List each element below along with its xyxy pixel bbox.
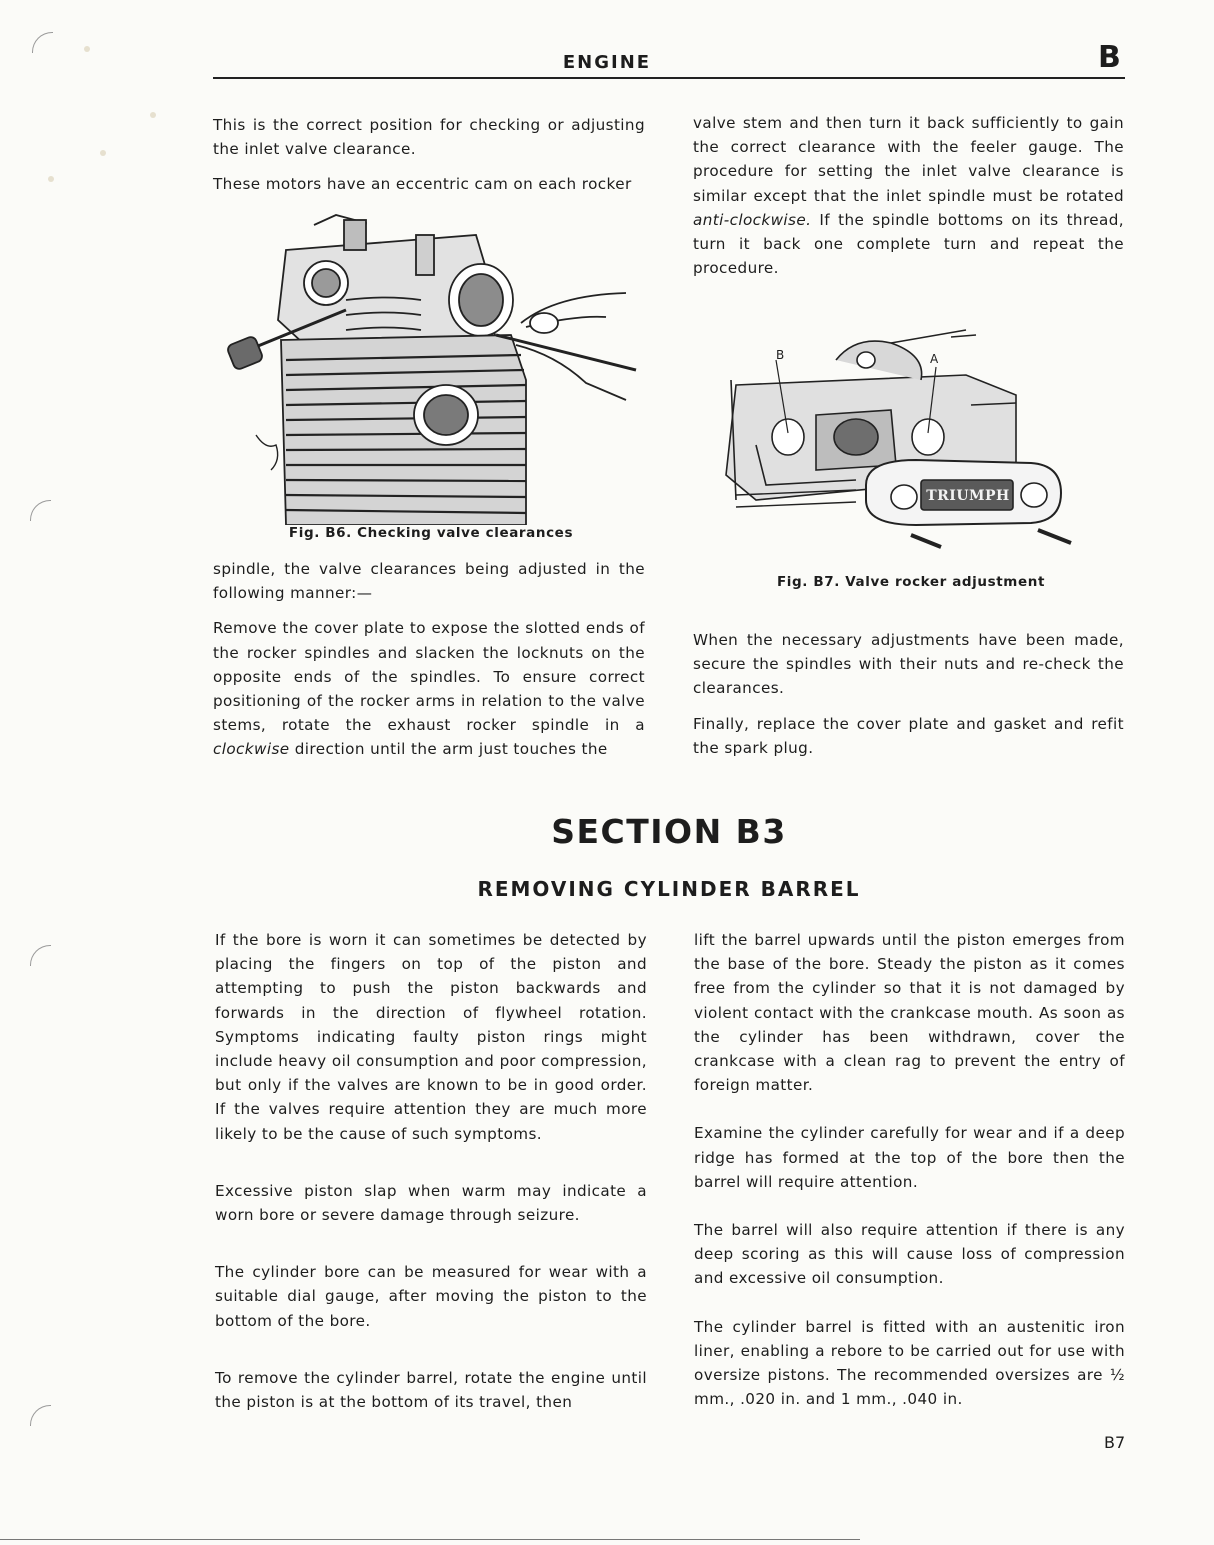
bottom-rule [0,1539,860,1540]
emphasis-clockwise: clockwise [213,740,290,759]
body-paragraph: To remove the cylinder barrel, rotate the engine until the piston is at the bottom of its travel, then [215,1368,647,1412]
top-right-column [693,111,1124,280]
text-run: Remove the cover plate to expose the slotted ends of the rocker spindles and slacken the locknuts on the opposite ends of the spindles. To ensure correct positioning of the rocker arms in relation to the valve stems, rotate the exhaust rocker spindle in a [213,619,645,735]
body-paragraph: spindle, the valve clearances being adjusted in the following manner:— [213,560,645,603]
body-paragraph: The cylinder bore can be measured for wear with a suitable dial gauge, after moving the piston to the bottom of the bore. [215,1263,647,1330]
scan-speck [150,112,156,118]
header-rule [213,77,1125,79]
body-paragraph: The barrel will also require attention if there is any deep scoring as this will cause loss of compression and excessive oil consumption. [694,1221,1125,1288]
section-title: SECTION B3 [551,812,787,851]
top-right-column-lower [693,628,1124,760]
section-subtitle: REMOVING CYLINDER BARREL [477,877,861,901]
page-header-title: ENGINE [562,52,652,73]
body-paragraph: If the bore is worn it can sometimes be detected by placing the fingers on top of the piston and attempting to push the piston backwards and forwards in the direction of flywheel rotation. Symptoms indicating faulty piston rings might include heavy oil consumption and poor compression, but only if the valves are known to be in good order. If the valves require attention they are much more likely to be the cause of such symptoms. [215,931,647,1143]
body-paragraph: Finally, replace the cover plate and gasket and refit the spark plug. [693,714,1124,757]
body-paragraph: This is the correct position for checking or adjusting the inlet valve clearance. [213,116,645,159]
figure-b7-label-b: B [776,348,785,362]
body-paragraph [693,111,1124,280]
scan-edge-mark [30,1405,51,1426]
scan-edge-mark [30,945,51,966]
scan-edge-mark [32,32,53,53]
body-paragraph: When the necessary adjustments have been made, secure the spindles with their nuts and re-check the clearances. [693,631,1124,698]
figure-b7-caption: Fig. B7. Valve rocker adjustment [776,574,1045,590]
body-paragraph: Examine the cylinder carefully for wear and if a deep ridge has formed at the top of the bore then the barrel will require attention. [694,1124,1125,1191]
section-letter: B [1098,40,1121,75]
text-run: mm., .020 in. and 1 mm., .040 in. [694,1390,963,1409]
figure-b6-caption: Fig. B6. Checking valve clearances [288,525,574,541]
figure-b7-illustration [716,325,1086,565]
fraction-half: ½ [1109,1366,1125,1385]
text-run: valve stem and then turn it back sufficiently to gain the correct clearance with the feeler gauge. The procedure for setting the inlet valve clearance is similar except that the inlet spindle must be rotated [693,114,1124,205]
text-run: The cylinder barrel is fitted with an austenitic iron liner, enabling a rebore to be carried out for use with oversize pistons. The recommended oversizes are [694,1317,1125,1385]
body-paragraph: These motors have an eccentric cam on each rocker [213,175,632,194]
body-paragraph [213,616,645,761]
body-paragraph: lift the barrel upwards until the piston emerges from the base of the bore. Steady the piston as it comes free from the cylinder so that it is not damaged by violent contact with the crankcase mouth. As soon as the cylinder has been withdrawn, cover the crankcase with a clean rag to prevent the entry of foreign matter. [694,931,1125,1095]
bottom-right-column [694,928,1125,1411]
triumph-badge-text: TRIUMPH [926,488,1010,504]
top-left-column [213,113,645,197]
scan-speck [100,150,106,156]
figure-b6-illustration [226,205,646,525]
body-paragraph [694,1315,1125,1412]
page-number: B7 [1104,1433,1126,1452]
bottom-left-column [215,928,647,1414]
top-left-column-lower [213,557,645,762]
scan-edge-mark [30,500,51,521]
scan-speck [48,176,54,182]
text-run: If the spindle bottoms on its thread, turn it back one complete turn and repeat the procedure. [693,210,1124,278]
figure-b7-label-a: A [930,352,939,366]
emphasis-anti-clockwise: anti-clockwise. [693,210,812,229]
text-run: direction until the arm just touches the [289,740,608,759]
body-paragraph: Excessive piston slap when warm may indicate a worn bore or severe damage through seizure. [215,1181,647,1225]
